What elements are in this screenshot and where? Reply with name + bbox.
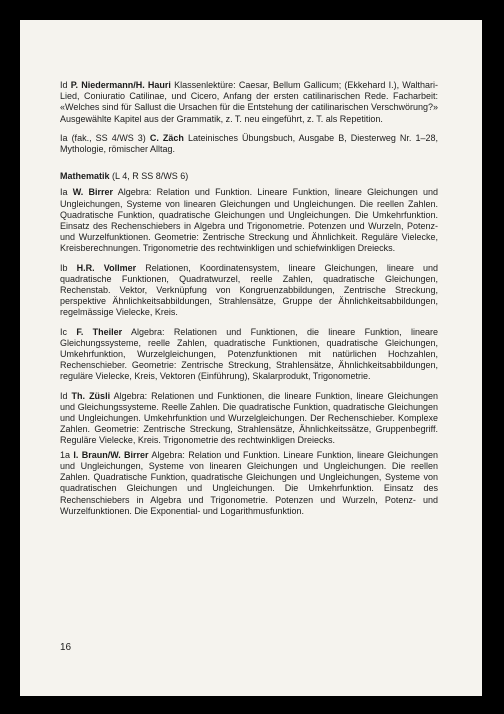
page-content <box>60 80 438 517</box>
class-label: Id <box>60 390 68 401</box>
class-label: Ib <box>60 262 68 273</box>
course-description: Klassenlektüre: Caesar, Bellum Gallicum; (Ekkehard I.), Walthari-Lied, Coniuratio Catilinae, und Cicero, Anfang der ersten catilinarischen Rede. Facharbeit: «Welches sind für Sallust die Ursachen für die Entstehung der catilinarischen Verschwörung?» Ausgewählte Kapitel aus der Grammatik, z. T. neu eingeführt, z. T. als Repetition. <box>60 80 438 124</box>
course-entry-math-ia <box>60 187 438 254</box>
course-description: Algebra: Relationen und Funktionen, die lineare Funktion, lineare Gleichungssysteme, reelle Zahlen, quadratische Funktionen, quadratische Gleichungen, Umkehrfunktion, Wurzelgleichungen, Potenzfunktionen mit natürlichen Hochzahlen, Rechenschieber. Geometrie: Zentrische Streckung, Strahlensätze, Ähnlichkeitsabbildungen, reguläre Vielecke, Kreis, Vektoren (Einführung), Skalarprodukt, Trigonometrie. <box>60 326 438 382</box>
section-title: Mathematik <box>60 171 110 182</box>
class-label: Ic <box>60 326 68 337</box>
course-entry-math-ic <box>60 327 438 383</box>
page-number: 16 <box>60 642 72 653</box>
class-label: 1a <box>60 449 71 460</box>
course-description: Algebra: Relation und Funktion. Lineare Funktion, lineare Gleichungen und Ungleichungen, Systeme von linearen Gleichungen und Ungleichungen. Die reellen Zahlen. Quadratische Funktion, quadratische Gleichungen und Ungleichungen, Systeme von quadratischen Gleichungen und Ungleichungen. Die Umkehrfunktion. Einsatz des Rechenschiebers in Algebra und Trigonometrie. Potenzen und Wurzeln, Potenz- und Wurzelfunktionen. Die Exponential- und Logarithmusfunktion. <box>60 449 438 516</box>
class-label: Ia <box>60 187 68 198</box>
teacher-name: I. Braun/W. Birrer <box>73 449 149 460</box>
course-description: Algebra: Relation und Funktion. Lineare Funktion, lineare Gleichungen und Ungleichungen, Systeme von linearen Gleichungen und Ungleichungen. Die reellen Zahlen. Quadratische Funktion, quadratische Gleichungen und Ungleichungen. Die Umkehrfunktion. Einsatz des Rechenschiebers in Algebra und Trigonometrie. Potenzen und Wurzeln, Potenz- und Wurzelfunktionen. Geometrie: Zentrische Streckung und Ähnlichkeit. Reguläre Vielecke, Kreisberechnungen. Trigonometrie des rechtwinkligen und schiefwinkligen Dreiecks. <box>60 187 438 254</box>
section-heading-mathematik <box>60 171 438 182</box>
teacher-name: F. Theiler <box>76 326 123 337</box>
course-description: Relationen, Koordinatensystem, lineare Gleichungen, lineare und quadratische Funktionen, Quadratwurzel, reelle Zahlen, quadratische Gleichungen, Rechenstab. Vektor, Verknüpfung von Kongruenzabbildungen, Zentrische Streckung, perspektive Ähnlichkeitsabbildungen, Strahlensätze, Gruppe der Ähnlichkeitsabbildungen, regelmässige Vielecke, Kreis. <box>60 262 438 318</box>
course-entry-latin-ia <box>60 133 438 155</box>
course-entry-math-1a <box>60 450 438 517</box>
teacher-name: C. Zäch <box>149 132 184 143</box>
section-hours: (L 4, R SS 8/WS 6) <box>112 171 189 182</box>
course-entry-latin-id <box>60 80 438 125</box>
teacher-name: W. Birrer <box>72 187 114 198</box>
class-label: Ia (fak., SS 4/WS 3) <box>60 132 146 143</box>
course-description: Algebra: Relationen und Funktionen, die lineare Funktion, lineare Gleichungen und Gleichungssysteme. Reelle Zahlen. Die quadratische Funktion, quadratische Gleichungen und Ungleichungen. Umkehrfunktion und Wurzelgleichungen. Der Rechenschieber. Komplexe Zahlen. Geometrie: Zentrische Streckung, Strahlensätze, Ähnlichkeitssätze, Gruppenbegriff. Reguläre Vielecke, Kreis. Trigonometrie des rechtwinkligen Dreiecks. <box>60 390 438 446</box>
teacher-name: P. Niedermann/H. Hauri <box>70 80 171 90</box>
course-entry-math-ib <box>60 263 438 319</box>
document-page <box>20 20 482 696</box>
teacher-name: H.R. Vollmer <box>76 262 137 273</box>
course-description: Lateinisches Übungsbuch, Ausgabe B, Diesterweg Nr. 1–28, Mythologie, römischer Alltag. <box>60 132 438 155</box>
class-label: Id <box>60 80 68 90</box>
teacher-name: Th. Züsli <box>71 390 111 401</box>
course-entry-math-id <box>60 391 438 447</box>
